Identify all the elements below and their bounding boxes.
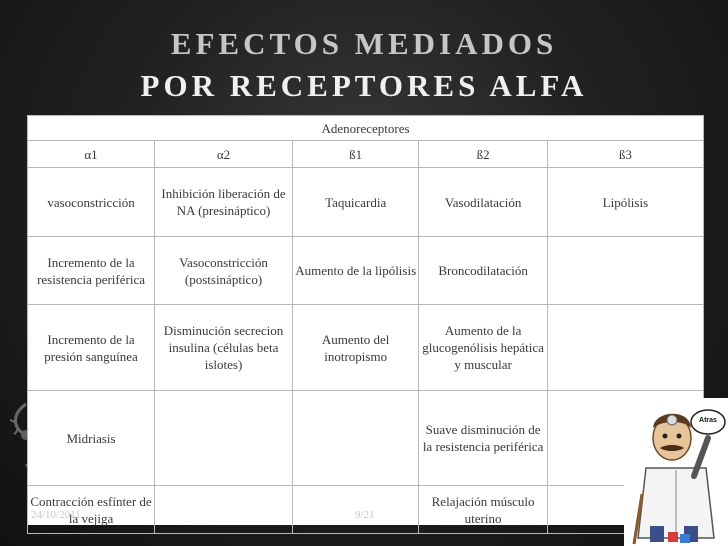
table-cell: Aumento de la glucogenólisis hepática y muscular xyxy=(419,305,547,391)
column-header: α2 xyxy=(155,141,293,168)
slide-date: 24/10/2011 xyxy=(31,509,81,521)
table-cell: Incremento de la presión sanguínea xyxy=(28,305,155,391)
table-cell: Aumento del inotropismo xyxy=(292,305,418,391)
table-cell: Vasoconstricción (postsináptico) xyxy=(155,237,293,305)
table-cell: Midriasis xyxy=(28,391,155,486)
table-cell: Taquicardia xyxy=(292,168,418,237)
table-row xyxy=(28,168,704,237)
table-cell xyxy=(292,391,418,486)
column-header: α1 xyxy=(28,141,155,168)
column-header: ß1 xyxy=(292,141,418,168)
column-header: ß2 xyxy=(419,141,547,168)
table-cell: Aumento de la lipólisis xyxy=(292,237,418,305)
table-cell: Vasodilatación xyxy=(419,168,547,237)
slide-title-line1: EFECTOS MEDIADOS xyxy=(170,26,558,61)
table-cell: Disminución secrecion insulina (células beta islotes) xyxy=(155,305,293,391)
table-cell: Suave disminución de la resistencia periférica xyxy=(419,391,547,486)
table-row xyxy=(28,237,704,305)
adrenoreceptor-table xyxy=(27,115,704,525)
table-cell: Contracción esfínter de la vejiga xyxy=(28,486,155,534)
table-cell: Lipólisis xyxy=(547,168,703,237)
table-cell: Broncodilatación xyxy=(419,237,547,305)
table-caption: Adenoreceptores xyxy=(28,116,704,141)
table-cell xyxy=(155,391,293,486)
table-row xyxy=(28,305,704,391)
table-cell xyxy=(547,237,703,305)
back-button[interactable] xyxy=(693,417,723,424)
slide-page-number: 9/21 xyxy=(355,509,375,521)
table-cell: Incremento de la resistencia periférica xyxy=(28,237,155,305)
table-cell: Inhibición liberación de NA (presináptico) xyxy=(155,168,293,237)
table-row xyxy=(28,391,704,486)
slide-title-line2: POR RECEPTORES ALFA xyxy=(140,68,588,103)
table-cell xyxy=(155,486,293,534)
table-cell: Relajación músculo uterino xyxy=(419,486,547,534)
table-cell xyxy=(547,305,703,391)
table-cell: vasoconstricción xyxy=(28,168,155,237)
column-header: ß3 xyxy=(547,141,703,168)
back-button-label: Atras xyxy=(699,417,717,424)
